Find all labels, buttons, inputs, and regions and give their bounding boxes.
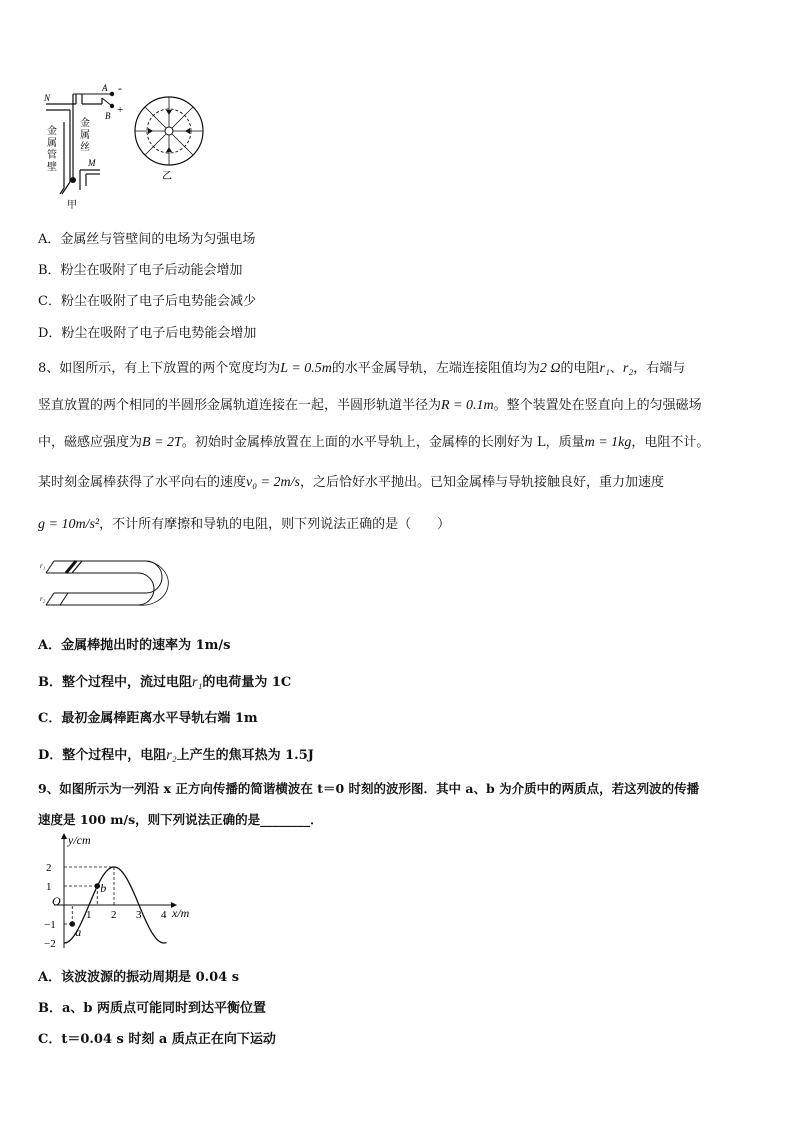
y-tick-label: −2: [44, 938, 56, 950]
label-jia: 甲: [67, 200, 77, 211]
svg-text:属: 属: [80, 130, 90, 141]
x-tick-label: 3: [136, 909, 142, 921]
x-tick-label: 1: [86, 909, 92, 921]
label-yi: 乙: [162, 171, 172, 182]
label-m: M: [88, 158, 96, 168]
question-8-figure: [40, 555, 190, 615]
q8-line-2: 竖直放置的两个相同的半圆形金属轨道连接在一起，半圆形轨道半径为R = 0.1m。整个装置处在竖直向上的匀强磁场: [38, 398, 702, 413]
x-tick-label: 4: [161, 909, 167, 921]
label-pipe-wall: [47, 124, 57, 173]
svg-text:管: 管: [47, 150, 57, 161]
svg-text:金: 金: [80, 118, 90, 129]
x-tick-label: 2: [111, 909, 117, 921]
label-b: B: [105, 111, 111, 121]
label-metal-wire: [80, 116, 90, 153]
q7-option-b: B．粉尘在吸附了电子后动能会增加: [38, 263, 243, 278]
q9-option-b: B．a、b 两质点可能同时到达平衡位置: [38, 1001, 267, 1016]
origin-label: O: [52, 894, 61, 908]
q7-option-c: C．粉尘在吸附了电子后电势能会减少: [38, 294, 256, 309]
q8-option-a: A．金属棒抛出时的速率为 1m/s: [38, 638, 231, 653]
q8-line-5: g = 10m/s²，不计所有摩擦和导轨的电阻，则下列说法正确的是（ ）: [38, 517, 451, 532]
q7-option-a: A．金属丝与管壁间的电场为匀强电场: [38, 232, 256, 247]
point-label-b: b: [100, 881, 107, 895]
svg-text:属: 属: [47, 138, 57, 149]
q8-option-b: B．整个过程中，流过电阻r₁的电荷量为 1C: [38, 675, 292, 690]
q8-line-4: 某时刻金属棒获得了水平向右的速度v₀ = 2m/s，之后恰好水平抛出。已知金属棒与导轨接触良好，重力加速度: [38, 475, 665, 490]
x-axis-label: x/m: [172, 906, 190, 920]
q8-line-1: 8、如图所示，有上下放置的两个宽度均为L = 0.5m的水平金属导轨，左端连接阻值均为2 Ω的电阻r₁、r₂，右端与: [38, 361, 686, 376]
metal-rod: [66, 561, 76, 573]
q8-line-3: 中，磁感应强度为B = 2T。初始时金属棒放置在上面的水平导轨上，金属棒的长刚好为 L，质量m = 1kg，电阻不计。: [38, 435, 710, 450]
label-plus: +: [117, 104, 124, 116]
svg-text:丝: 丝: [80, 142, 90, 153]
wire-weight-dot: [70, 177, 76, 183]
label-a: A: [102, 83, 108, 93]
question-7-figure: [40, 82, 220, 212]
y-tick-label: 1: [46, 881, 52, 893]
q9-line-2: 速度是 100 m/s，则下列说法正确的是________．: [38, 812, 323, 827]
label-minus: -: [118, 82, 122, 95]
q8-option-d: D．整个过程中，电阻r₂上产生的焦耳热为 1.5J: [38, 748, 314, 763]
terminal-b-dot: [110, 104, 114, 108]
y-tick-label: −1: [44, 919, 56, 931]
svg-text:壁: 壁: [47, 162, 57, 173]
svg-text:金: 金: [47, 126, 57, 137]
q8-option-c: C．最初金属棒距离水平导轨右端 1m: [38, 711, 258, 726]
y-axis-label: y/cm: [68, 833, 91, 847]
point-b: [94, 883, 100, 889]
wave-chart: [34, 830, 204, 950]
q7-option-d: D．粉尘在吸附了电子后电势能会增加: [38, 326, 257, 341]
q9-option-c: C．t＝0.04 s 时刻 a 质点正在向下运动: [38, 1032, 276, 1047]
figure-yi-cross-section: [135, 97, 203, 165]
q9-option-a: A．该波波源的振动周期是 0.04 s: [38, 970, 240, 985]
label-r1: r₁: [40, 562, 46, 570]
label-r2: r₂: [40, 595, 46, 603]
label-n: N: [44, 93, 51, 103]
point-a: [69, 921, 75, 927]
terminal-a-dot: [110, 92, 114, 96]
y-tick-label: 2: [46, 862, 52, 874]
point-label-a: a: [75, 925, 82, 939]
q9-line-1: 9、如图所示为一列沿 x 正方向传播的简谐横波在 t＝0 时刻的波形图．其中 a、b 为介质中的两质点，若这列波的传播: [38, 781, 700, 796]
